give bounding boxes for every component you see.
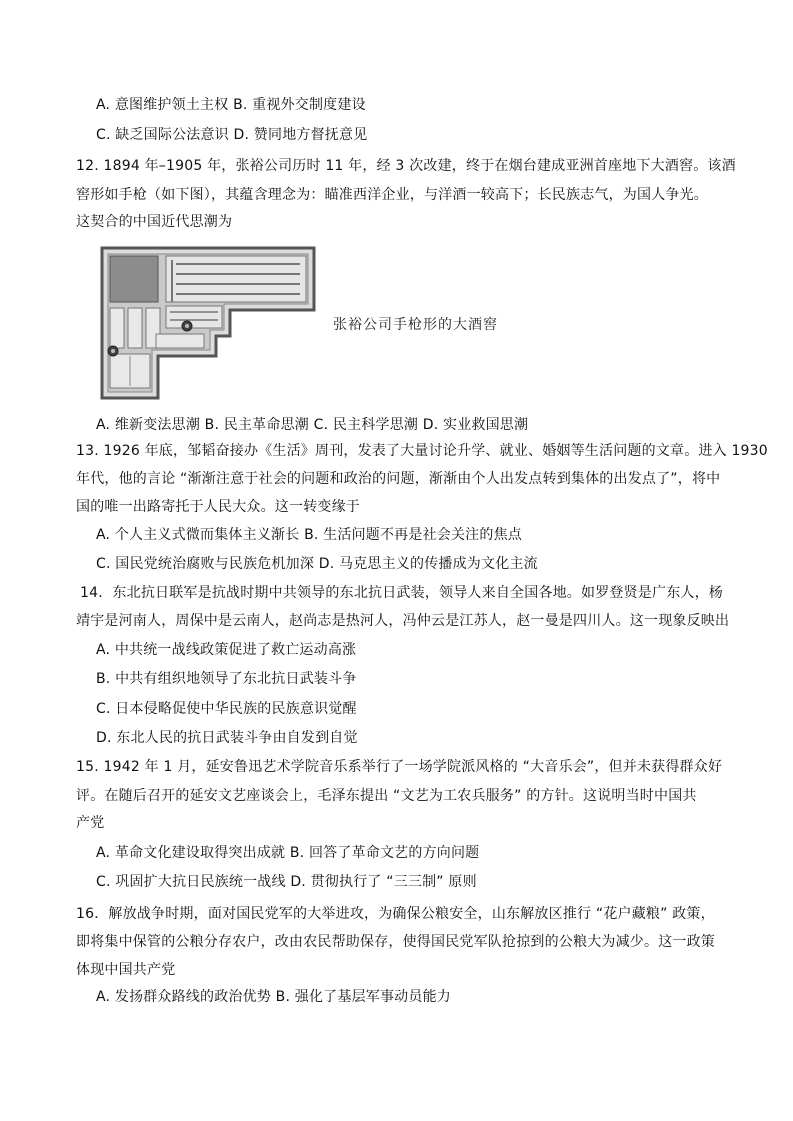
q16-options-line-1: A. 发扬群众路线的政治优势 B. 强化了基层军事动员能力 — [96, 989, 451, 1005]
q12-stem-line-2: 窖形如手枪（如下图），其蕴含理念为：瞄准西洋企业，与洋酒一较高下；长民族志气，为国人争光。 — [76, 187, 708, 203]
q12-stem-line-1: 12. 1894 年–1905 年，张裕公司历时 11 年，经 3 次改建，终于在烟台建成亚洲首座地下大酒窖。该酒 — [76, 158, 736, 174]
q15-options-line-1: A. 革命文化建设取得突出成就 B. 回答了革命文艺的方向问题 — [96, 845, 480, 861]
storage-block — [110, 256, 158, 302]
q16-stem-line-2: 即将集中保管的公粮分存农户，改由农民帮助保存，使得国民党军队抢掠到的公粮大为减少。这一政策 — [76, 934, 715, 950]
q14-option-a: A. 中共统一战线政策促进了救亡运动高涨 — [96, 642, 357, 658]
cellar-plan-drawing — [100, 246, 316, 400]
q14-option-c: C. 日本侵略促使中华民族的民族意识觉醒 — [96, 701, 357, 717]
q15-options-line-2: C. 巩固扩大抗日民族统一战线 D. 贯彻执行了 “三三制” 原则 — [96, 874, 477, 890]
q14-stem-line-2: 靖宇是河南人，周保中是云南人，赵尚志是热河人，冯仲云是江苏人，赵一曼是四川人。这一现象反映出 — [76, 613, 730, 629]
wine-cellar-floor-plan — [100, 246, 316, 400]
q13-options-line-1: A. 个人主义式微而集体主义渐长 B. 生活问题不再是社会关注的焦点 — [96, 527, 522, 543]
q15-stem-line-3: 产党 — [76, 815, 105, 831]
q12-stem-line-3: 这契合的中国近代思潮为 — [76, 214, 233, 230]
q11-options-line-1: A. 意图维护领土主权 B. 重视外交制度建设 — [96, 97, 366, 113]
q12-options: A. 维新变法思潮 B. 民主革命思潮 C. 民主科学思潮 D. 实业救国思潮 — [96, 417, 529, 433]
q14-option-b: B. 中共有组织地领导了东北抗日武装斗争 — [96, 671, 357, 687]
q16-stem-line-3: 体现中国共产党 — [76, 962, 176, 978]
figure-caption: 张裕公司手枪形的大酒窖 — [333, 317, 498, 333]
q13-stem-line-3: 国的唯一出路寄托于人民大众。这一转变缘于 — [76, 499, 360, 515]
q15-stem-line-2: 评。在随后召开的延安文艺座谈会上，毛泽东提出 “文艺为工农兵服务” 的方针。这说明当时中国共 — [76, 788, 697, 804]
q11-options-line-2: C. 缺乏国际公法意识 D. 赞同地方督抚意见 — [96, 127, 368, 143]
q13-stem-line-2: 年代，他的言论 “渐渐注意于社会的问题和政治的问题，渐渐由个人出发点转到集体的出发点了”，将中 — [76, 471, 721, 487]
q15-stem-line-1: 15. 1942 年 1 月，延安鲁迅艺术学院音乐系举行了一场学院派风格的 “大音乐会”，但并未获得群众好 — [76, 759, 723, 775]
q16-stem-line-1: 16．解放战争时期，面对国民党军的大举进攻，为确保公粮安全，山东解放区推行 “花户藏粮” 政策， — [76, 906, 715, 922]
q13-options-line-2: C. 国民党统治腐败与民族危机加深 D. 马克思主义的传播成为文化主流 — [96, 556, 538, 572]
q14-stem-line-1: 14．东北抗日联军是抗战时期中共领导的东北抗日武装，领导人来自全国各地。如罗登贤是广东人，杨 — [80, 585, 724, 601]
q13-stem-line-1: 13. 1926 年底，邹韬奋接办《生活》周刊，发表了大量讨论升学、就业、婚姻等生活问题的文章。进入 1930 — [76, 443, 768, 459]
q14-option-d: D. 东北人民的抗日武装斗争由自发到自觉 — [96, 730, 358, 746]
